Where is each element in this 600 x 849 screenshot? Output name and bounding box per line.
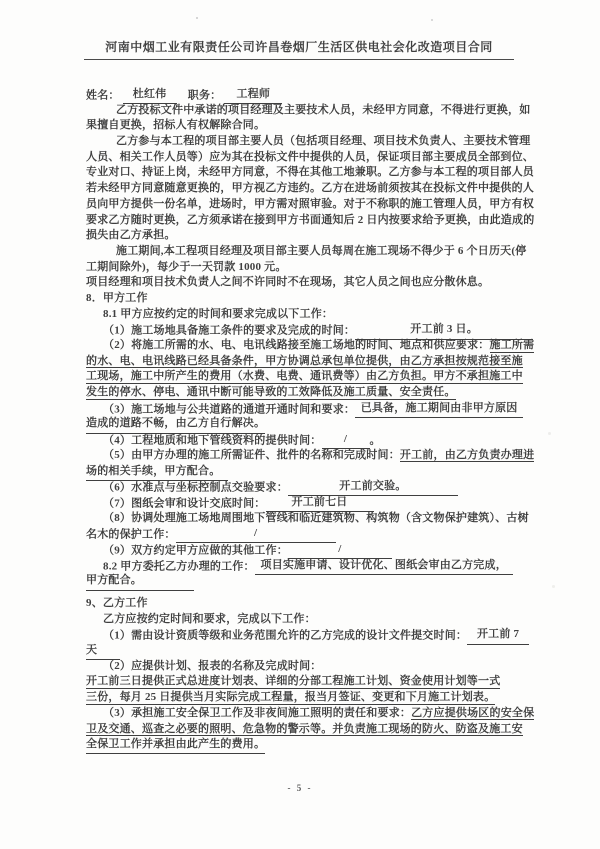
- page-header: [84, 38, 514, 60]
- doc-line: [86, 612, 514, 628]
- text-segment: （5）由甲方办理的施工所需证件、批件的名称和完成时间：: [103, 448, 400, 461]
- filled-blank: 工程师: [224, 87, 282, 104]
- filled-blank: 甲方配合。: [86, 573, 194, 590]
- doc-line: [86, 464, 514, 480]
- text-segment: 损失由乙方承担。: [86, 229, 176, 242]
- doc-line: [86, 643, 514, 659]
- doc-line: [86, 659, 514, 675]
- scan-speck: [548, 432, 551, 435]
- text-segment: 工期间除外)，每少于一天罚款 1000 元。: [86, 260, 287, 273]
- filled-blank: /: [288, 542, 392, 559]
- text-segment: 专业对口、持证上岗，未经甲方同意，不得在其他工地兼职。乙方参与本工程的项目部人员: [86, 166, 534, 179]
- doc-line: [86, 275, 514, 291]
- text-segment: （2）应提供计划、报表的名称及完成时间：: [103, 659, 322, 672]
- text-segment: 员向甲方提供一份名单，进场时，甲方需对照审验。对于不称职的施工管理人员，甲方有权: [86, 197, 534, 210]
- doc-line: [86, 197, 534, 213]
- doc-line: [86, 706, 535, 722]
- filled-blank: 造成的道路不畅，由乙方自行解决。: [86, 416, 265, 433]
- doc-line: [86, 627, 520, 643]
- doc-line: [86, 103, 531, 119]
- text-segment: 乙方应按约定时间和要求，完成以下工作：: [103, 612, 316, 625]
- text-segment: 。: [369, 434, 381, 447]
- filled-blank: 卫及交通、巡查之必要的照明、危急物的警示等。并负责施工现场的防火、防盗及施工安: [86, 722, 523, 735]
- text-segment: 要求乙方随时更换，乙方须承诺在接到甲方书面通知后 2 日内按要求给予更换，由此造成的: [86, 213, 535, 226]
- text-segment: 8.1 甲方应按约定的时间和要求完成以下工作：: [103, 307, 334, 320]
- doc-line: [86, 307, 514, 323]
- text-segment: 项目经理和项目技术负责人之间不许同时不在现场，其它人员之间也应分散休息。: [86, 276, 490, 289]
- doc-line: [86, 260, 514, 276]
- doc-line: [86, 369, 523, 385]
- doc-line: [86, 511, 529, 527]
- filled-blank: /: [176, 526, 336, 543]
- doc-line: [86, 542, 514, 558]
- text-segment: 若未经甲方同意随意更换的，甲方视乙方违约。乙方在进场前须按其在投标文件中提供的人: [86, 182, 534, 195]
- filled-blank: 杜红伟: [123, 87, 177, 104]
- text-segment: 9、乙方工作: [86, 597, 148, 609]
- doc-line: [86, 213, 535, 229]
- doc-line: [86, 228, 514, 244]
- doc-line: [86, 495, 514, 511]
- doc-line: [86, 291, 514, 307]
- filled-blank: /: [322, 432, 370, 449]
- filled-blank: 三份，每月 25 日提供当月实际完成工程量，报当月签证、变更和下月施工计划表。: [86, 691, 496, 704]
- scan-speck: [196, 17, 198, 19]
- doc-line: [86, 87, 514, 103]
- filled-blank: 开工前七日: [266, 495, 374, 512]
- doc-line: [86, 722, 523, 738]
- text-segment: 施工期间,本工程项目经理及项目部主要人员每周在施工现场不得少于 6 个日历天(停: [116, 244, 527, 257]
- doc-line: [86, 165, 534, 181]
- doc-line: [86, 573, 514, 589]
- text-segment: （7）图纸会审和设计交底时间：: [103, 497, 266, 510]
- scan-speck: [431, 19, 433, 21]
- filled-blank: 乙方应提供场区的安全保: [411, 706, 535, 719]
- text-segment: （2）将施工所需的水、电、电讯线路接至施工场地的时间、地点和供应要求：: [103, 339, 490, 351]
- filled-blank: 开工前，由乙方负责办理进: [399, 448, 535, 461]
- doc-line: [86, 416, 514, 432]
- text-segment: 8．甲方工作: [86, 291, 148, 304]
- text-segment: 名木的保护工作：: [86, 528, 176, 541]
- doc-line: [86, 690, 514, 706]
- text-segment: （9）双方约定甲方应做的其他工作：: [103, 544, 288, 557]
- filled-blank: 开工前 7: [467, 627, 529, 644]
- doc-line: [86, 401, 518, 417]
- filled-blank: 场的相关手续，甲方配合。: [86, 464, 228, 481]
- page-number: - 5 -: [287, 783, 313, 793]
- filled-blank: 项目实施申请、设计优化、图纸会审由乙方完成，: [255, 558, 513, 575]
- doc-line: [86, 479, 514, 495]
- doc-line: [86, 737, 514, 753]
- text-segment: （3）施工场地与公共道路的通道开通时间和要求：: [103, 403, 356, 416]
- text-segment: 乙方投标文件中承诺的项目经理及主要技术人员，未经甲方同意，不得进行更换，如: [116, 103, 531, 116]
- text-segment: 职务：: [176, 89, 225, 102]
- doc-line: [86, 385, 514, 401]
- page-footer: [0, 783, 600, 793]
- filled-blank: 天: [86, 643, 120, 660]
- doc-line: [86, 181, 534, 197]
- text-segment: （3）承担施工安全保卫工作及非夜间施工照明的责任和要求：: [103, 706, 412, 719]
- filled-blank: 开工前交验。: [288, 479, 458, 496]
- doc-line: [86, 354, 523, 370]
- filled-blank: 施工所需: [489, 339, 535, 351]
- text-segment: 8.2 甲方委托乙方办理的工作：: [103, 560, 255, 573]
- doc-line: [86, 150, 534, 166]
- text-segment: 果擅自更换，招标人有权解除合同。: [86, 119, 266, 132]
- text-segment: （1）需由设计资质等级和业务范围允许的乙方完成的设计文件提交时间：: [103, 629, 468, 642]
- filled-blank: 的水、电、电讯线路已经具备条件，甲方协调总承包单位提供，由乙方承担按规范接至施: [86, 354, 523, 367]
- doc-line: [86, 674, 514, 690]
- text-segment: （6）水准点与坐标控制点交验要求：: [103, 481, 288, 494]
- doc-line: [86, 596, 514, 612]
- text-segment: （4）工程地质和地下管线资料的提供时间：: [103, 434, 322, 447]
- filled-blank: 全保卫工作并承担由此产生的费用。: [86, 737, 265, 754]
- text-segment: 人员、相关工作人员等）应为其在投标文件中提供的人员，保证项目部主要成员全部到位、: [86, 150, 534, 163]
- text-segment: 乙方参与本工程的项目部主要人员（包括项目经理、项目技术负责人、主要技术管理: [116, 135, 531, 148]
- doc-line: [86, 322, 514, 338]
- doc-line: [86, 558, 514, 574]
- filled-blank: 工现场，施工中所产生的费用（水费、电费、通讯费等）由乙方负担。甲方不承担施工中: [86, 370, 523, 383]
- doc-line: [86, 134, 531, 150]
- scan-speck: [552, 585, 555, 588]
- doc-line: [86, 448, 535, 464]
- doc-line: [86, 432, 514, 448]
- document-title: 河南中烟工业有限责任公司许昌卷烟厂生活区供电社会化改造项目合同: [84, 38, 514, 60]
- document-body: [86, 87, 535, 753]
- filled-blank: 开工前 3 日。: [355, 322, 533, 339]
- doc-line: [86, 118, 514, 134]
- text-segment: （8）协调处理施工场地周围地下管线和临近建筑物、构筑物（含文物保护建筑）、古树: [103, 511, 529, 524]
- filled-blank: 已具备，施工期间由非甲方原因: [355, 401, 523, 418]
- text-segment: （1）施工场地具备施工条件的要求及完成的时间：: [103, 324, 356, 337]
- doc-line: [86, 244, 527, 260]
- doc-line: [86, 526, 514, 542]
- filled-blank: 开工前三日提供正式总进度计划表、详细的分部工程施工计划、资金使用计划等一式: [86, 675, 501, 688]
- doc-line: [86, 338, 535, 354]
- text-segment: 姓名：: [86, 89, 123, 102]
- filled-blank: 发生的停水、停电、通讯中断可能导致的工效降低及施工质量、安全责任。: [86, 386, 456, 399]
